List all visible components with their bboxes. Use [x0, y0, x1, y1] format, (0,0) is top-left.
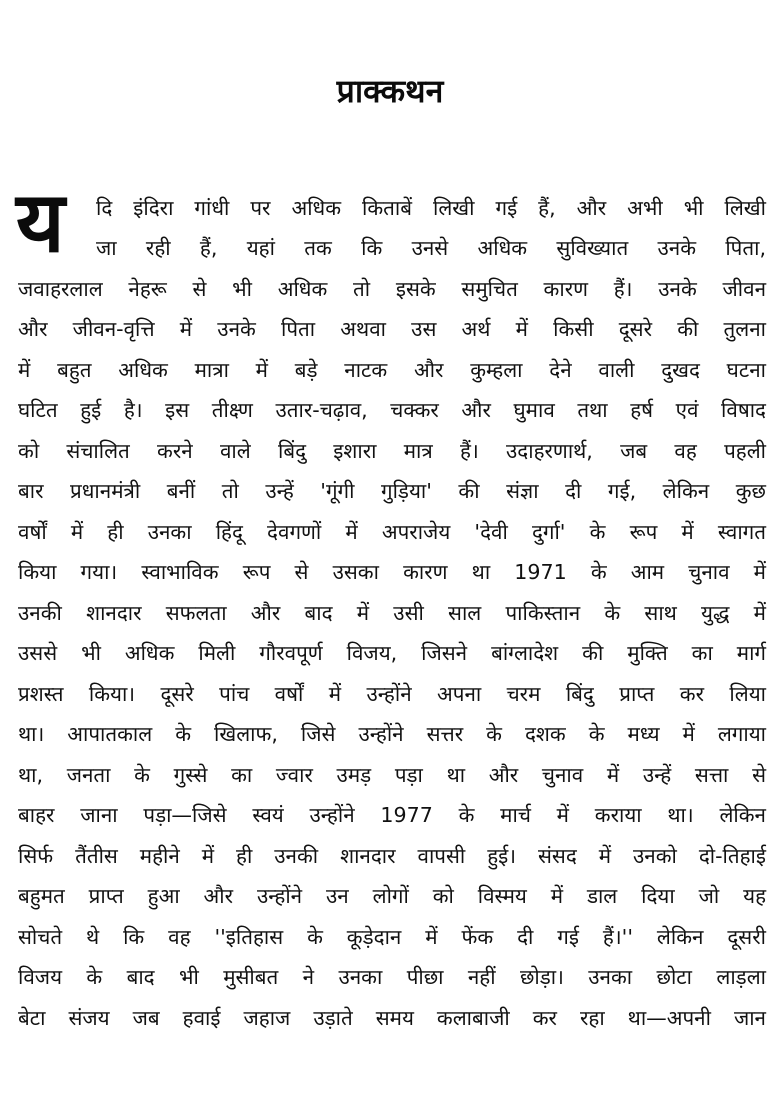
- paragraph-line: किया गया। स्वाभाविक रूप से उसका कारण था 1971 के आम चुनाव में: [18, 560, 766, 584]
- paragraph-line: और जीवन-वृत्ति में उनके पिता अथवा उस अर्थ में किसी दूसरे की तुलना: [18, 317, 766, 341]
- paragraph-line: को संचालित करने वाले बिंदु इशारा मात्र हैं। उदाहरणार्थ, जब वह पहली: [18, 439, 766, 463]
- paragraph-line: बहुमत प्राप्त हुआ और उन्होंने उन लोगों को विस्मय में डाल दिया जो यह: [18, 884, 766, 908]
- paragraph-line: था, जनता के गुस्से का ज्वार उमड़ पड़ा था और चुनाव में उन्हें सत्ता से: [18, 763, 766, 787]
- paragraph-line: वर्षों में ही उनका हिंदू देवगणों में अपराजेय 'देवी दुर्गा' के रूप में स्वागत: [18, 520, 766, 544]
- paragraph-line: विजय के बाद भी मुसीबत ने उनका पीछा नहीं छोड़ा। उनका छोटा लाड़ला: [18, 965, 766, 989]
- paragraph-line: घटित हुई है। इस तीक्ष्ण उतार-चढ़ाव, चक्कर और घुमाव तथा हर्ष एवं विषाद: [18, 398, 766, 422]
- page-title: प्राक्कथन: [336, 72, 444, 110]
- paragraph-line: सिर्फ तैंतीस महीने में ही उनकी शानदार वापसी हुई। संसद में उनको दो-तिहाई: [18, 844, 766, 868]
- paragraph-line: में बहुत अधिक मात्रा में बड़े नाटक और कुम्हला देने वाली दुखद घटना: [18, 358, 766, 382]
- paragraph-line: उनकी शानदार सफलता और बाद में उसी साल पाकिस्तान के साथ युद्ध में: [18, 601, 766, 625]
- drop-cap: य: [16, 173, 65, 271]
- paragraph-line: उससे भी अधिक मिली गौरवपूर्ण विजय, जिसने बांग्लादेश की मुक्ति का मार्ग: [18, 641, 766, 665]
- paragraph-line: था। आपातकाल के खिलाफ, जिसे उन्होंने सत्तर के दशक के मध्य में लगाया: [18, 722, 766, 746]
- paragraph-line: जवाहरलाल नेहरू से भी अधिक तो इसके समुचित कारण हैं। उनके जीवन: [18, 277, 766, 301]
- paragraph-line: प्रशस्त किया। दूसरे पांच वर्षों में उन्होंने अपना चरम बिंदु प्राप्त कर लिया: [18, 682, 766, 706]
- paragraph-line: बेटा संजय जब हवाई जहाज उड़ाते समय कलाबाजी कर रहा था—अपनी जान: [18, 1006, 766, 1030]
- paragraph-line: जा रही हैं, यहां तक कि उनसे अधिक सुविख्यात उनके पिता,: [96, 236, 766, 260]
- paragraph-line: बाहर जाना पड़ा—जिसे स्वयं उन्होंने 1977 के मार्च में कराया था। लेकिन: [18, 803, 766, 827]
- paragraph-line: बार प्रधानमंत्री बनीं तो उन्हें 'गूंगी गुड़िया' की संज्ञा दी गई, लेकिन कुछ: [18, 479, 766, 503]
- paragraph-line: सोचते थे कि वह ''इतिहास के कूड़ेदान में फेंक दी गई हैं।'' लेकिन दूसरी: [18, 925, 766, 949]
- paragraph-line: दि इंदिरा गांधी पर अधिक किताबें लिखी गई हैं, और अभी भी लिखी: [96, 196, 766, 220]
